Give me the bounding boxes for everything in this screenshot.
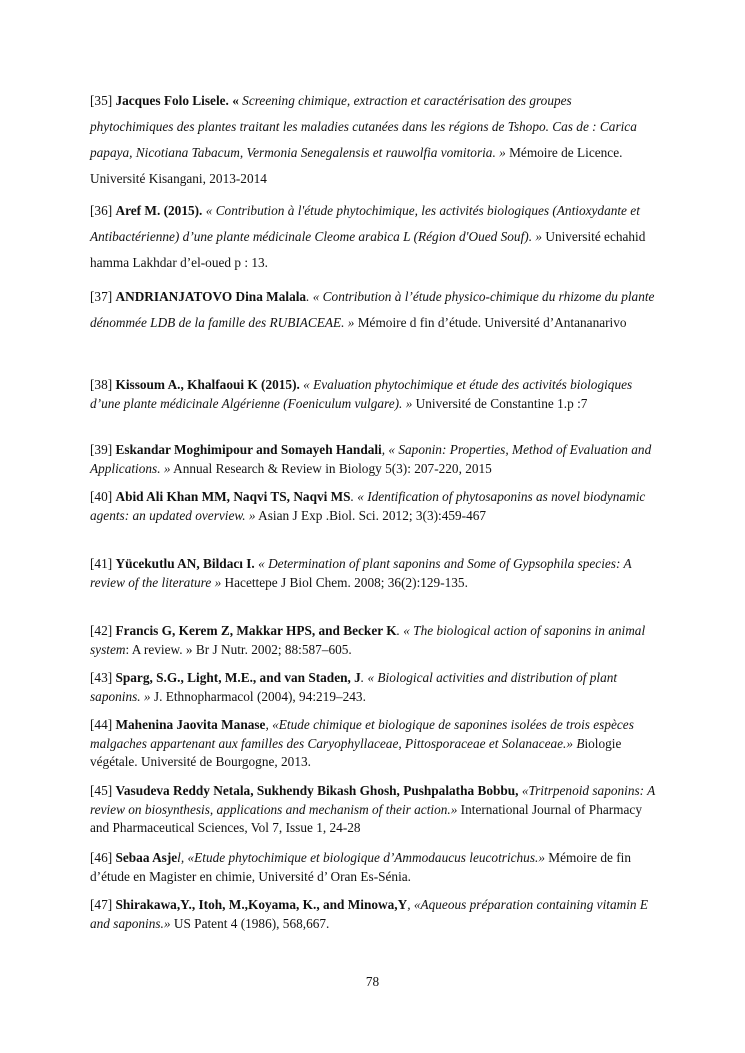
reference-36	[90, 198, 658, 276]
reference-41	[90, 555, 658, 592]
ref-title: « Contribution à l'étude phytochimique, les activités biologiques (Antioxydante et Antibactérienne) d’une plante médicinale Cleome arabica L (Région d'Oued Souf). »	[90, 203, 640, 244]
ref-title: « Evaluation phytochimique et étude des activités biologiques d’une plante médicinale Algérienne (Foeniculum vulgare). »	[90, 377, 633, 411]
ref-authors: Sebaa Asje	[115, 850, 178, 865]
ref-authors: Kissoum A., Khalfaoui K (2015).	[115, 377, 300, 392]
ref-number: [36]	[90, 203, 113, 218]
ref-number: [38]	[90, 377, 113, 392]
ref-number: [47]	[90, 897, 113, 912]
ref-number: [40]	[90, 489, 113, 504]
ref-number: [44]	[90, 717, 113, 732]
reference-47	[90, 896, 658, 933]
ref-authors: Sparg, S.G., Light, M.E., and van Staden, J	[115, 670, 361, 685]
ref-source: J. Ethnopharmacol (2004), 94:219–243.	[150, 688, 366, 704]
ref-source: Mémoire d fin d’étude. Université d’Antananarivo	[354, 315, 627, 330]
reference-35	[90, 88, 658, 192]
ref-authors: Mahenina Jaovita Manase	[115, 717, 266, 732]
ref-number: [37]	[90, 289, 113, 304]
ref-source: Université de Constantine 1.p :7	[412, 395, 588, 411]
ref-source: US Patent 4 (1986), 568,667.	[170, 915, 330, 931]
ref-number: [43]	[90, 670, 113, 685]
ref-title: , «Aqueous préparation containing vitamin E and saponins.»	[90, 897, 649, 931]
ref-title: « Determination of plant saponins and Some of Gypsophila species: A review of the literature »	[90, 556, 632, 590]
ref-source: Université echahid hamma Lakhdar d’el-oued p : 13.	[90, 229, 646, 270]
reference-38	[90, 376, 658, 413]
ref-number: [41]	[90, 556, 113, 571]
page-number: 78	[365, 974, 380, 989]
ref-source: Asian J Exp .Biol. Sci. 2012; 3(3):459-467	[255, 507, 487, 523]
ref-source: iologie végétale. Université de Bourgogne, 2013.	[90, 735, 622, 769]
reference-43	[90, 669, 658, 706]
ref-number: [39]	[90, 442, 113, 457]
ref-authors: Shirakawa,Y., Itoh, M.,Koyama, K., and Minowa,Y	[115, 897, 408, 912]
ref-authors: Jacques Folo Lisele. «	[115, 93, 239, 108]
reference-46	[90, 849, 658, 886]
ref-source: Annual Research & Review in Biology 5(3): 207-220, 2015	[170, 460, 492, 476]
ref-title: , « Saponin: Properties, Method of Evaluation and Applications. »	[90, 442, 652, 476]
ref-title: «Tritrpenoid saponins: A review on biosynthesis, applications and mechanism of their action.»	[90, 783, 656, 817]
ref-authors: Aref M. (2015).	[115, 203, 203, 218]
reference-42	[90, 622, 658, 659]
ref-title: . « Biological activities and distribution of plant saponins. »	[90, 670, 618, 704]
ref-source: Mémoire de fin d’étude en Magister en chimie, Université d’ Oran Es-Sénia.	[90, 850, 632, 884]
ref-authors: Francis G, Kerem Z, Makkar HPS, and Becker K	[115, 623, 397, 638]
ref-title: . « Contribution à l’étude physico-chimique du rhizome du plante dénommée LDB de la famille des RUBIACEAE. »	[90, 289, 655, 330]
ref-title: l, «Etude phytochimique et biologique d’Ammodaucus leucotrichus.»	[177, 850, 545, 865]
reference-40	[90, 488, 658, 525]
ref-number: [42]	[90, 623, 113, 638]
ref-authors: ANDRIANJATOVO Dina Malala	[115, 289, 307, 304]
ref-title: . « The biological action of saponins in animal system	[90, 623, 646, 657]
ref-title: , «Etude chimique et biologique de saponines isolées de trois espèces malgaches appartenant aux familles des Caryophyllaceae, Pittosporaceae et Solanaceae.» B	[90, 717, 634, 751]
reference-44	[90, 716, 658, 772]
ref-authors: Yücekutlu AN, Bildacı I.	[115, 556, 255, 571]
ref-number: [35]	[90, 93, 113, 108]
ref-number: [46]	[90, 850, 113, 865]
reference-37	[90, 284, 658, 336]
ref-authors: Eskandar Moghimipour and Somayeh Handali	[115, 442, 382, 457]
ref-authors: Abid Ali Khan MM, Naqvi TS, Naqvi MS	[115, 489, 351, 504]
ref-source: Hacettepe J Biol Chem. 2008; 36(2):129-135.	[221, 574, 468, 590]
ref-title: . « Identification of phytosaponins as novel biodynamic agents: an updated overview. »	[90, 489, 646, 523]
ref-number: [45]	[90, 783, 113, 798]
reference-45	[90, 782, 658, 838]
ref-source: Mémoire de Licence. Université Kisangani, 2013-2014	[90, 145, 623, 186]
ref-authors: Vasudeva Reddy Netala, Sukhendy Bikash Ghosh, Pushpalatha Bobbu,	[115, 783, 519, 798]
ref-source: International Journal of Pharmacy and Pharmaceutical Sciences, Vol 7, Issue 1, 24-28	[90, 801, 642, 835]
ref-source: : A review. » Br J Nutr. 2002; 88:587–605.	[125, 641, 352, 657]
reference-39	[90, 441, 658, 478]
ref-title: Screening chimique, extraction et caractérisation des groupes phytochimiques des plantes traitant les maladies cutanées dans les régions de Tshopo. Cas de : Carica papaya, Nicotiana Tabacum, Vermonia Senegalensis et rauwolfia vomitoria. »	[90, 93, 637, 160]
